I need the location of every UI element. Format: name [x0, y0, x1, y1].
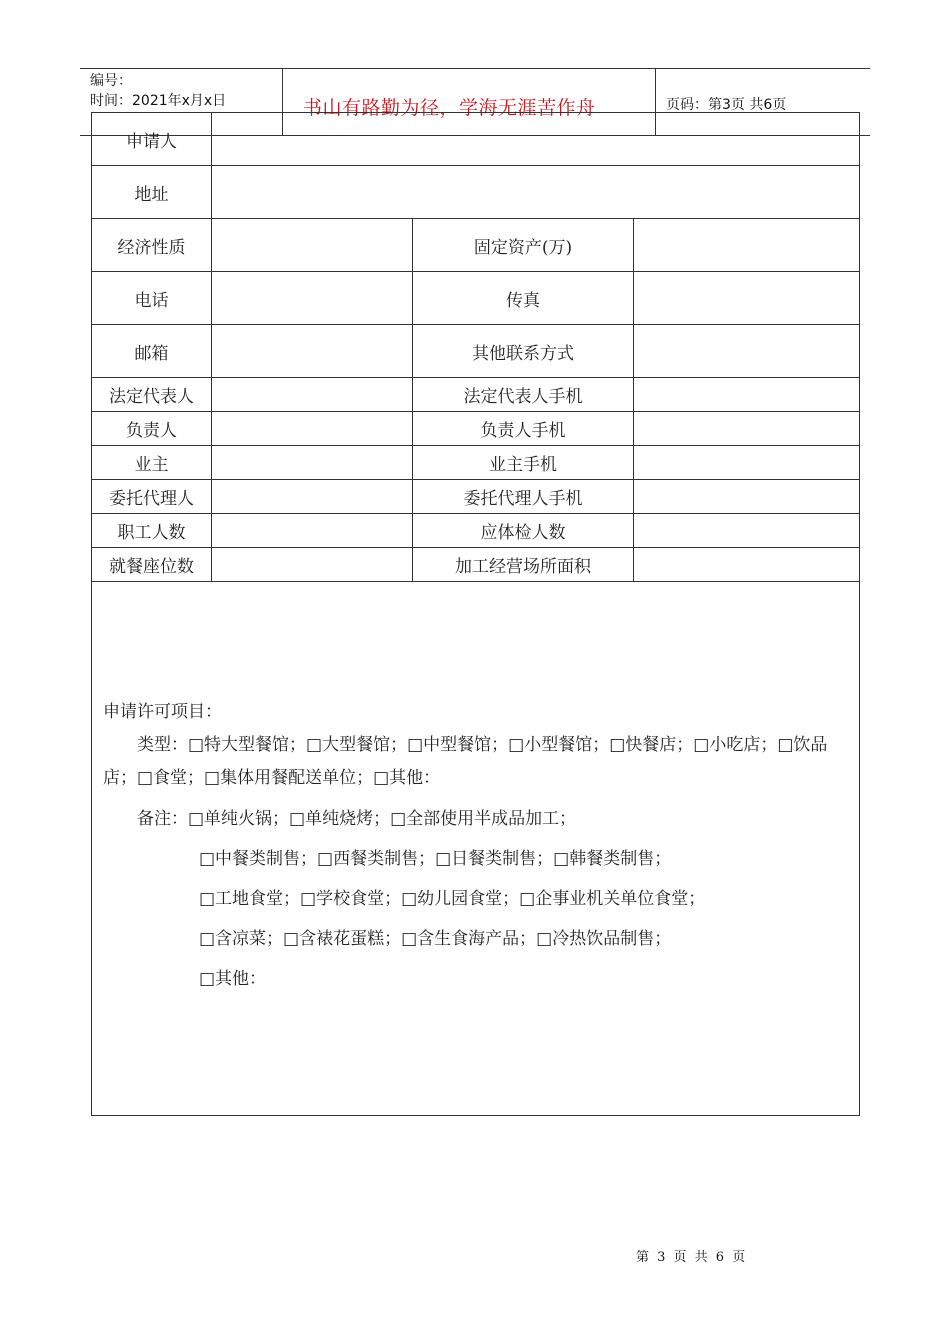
field-seat-count[interactable]: [212, 548, 413, 582]
row-phone: [92, 272, 860, 325]
row-owner: [92, 446, 860, 480]
label-email: 邮箱: [92, 325, 212, 378]
field-staff-count[interactable]: [212, 514, 413, 548]
permit-note-canteen[interactable]: □工地食堂；□学校食堂；□幼儿园食堂；□企事业机关单位食堂；: [199, 889, 706, 909]
row-person-in-charge: [92, 412, 860, 446]
field-health-check-count[interactable]: [634, 514, 860, 548]
field-agent-mobile[interactable]: [634, 480, 860, 514]
field-fax[interactable]: [634, 272, 860, 325]
field-phone[interactable]: [212, 272, 413, 325]
row-economic: [92, 219, 860, 272]
header-left: [90, 71, 226, 111]
label-applicant: 申请人: [92, 113, 212, 166]
field-other-contact[interactable]: [634, 325, 860, 378]
permit-note-other[interactable]: □其他：: [199, 969, 267, 989]
row-permit-items: [92, 582, 860, 1116]
field-agent[interactable]: [212, 480, 413, 514]
row-staff: [92, 514, 860, 548]
field-applicant[interactable]: [212, 113, 860, 166]
permit-heading: 申请许可项目：: [103, 702, 222, 722]
field-owner-mobile[interactable]: [634, 446, 860, 480]
label-person-in-charge: 负责人: [92, 412, 212, 446]
permit-note-cuisine[interactable]: □中餐类制售；□西餐类制售；□日餐类制售；□韩餐类制售；: [199, 849, 672, 869]
label-operating-area: 加工经营场所面积: [413, 548, 634, 582]
field-fixed-assets[interactable]: [634, 219, 860, 272]
field-address[interactable]: [212, 166, 860, 219]
motto-text: 书山有路勤为径，学海无涯苦作舟: [303, 97, 596, 119]
label-fax: 传真: [413, 272, 634, 325]
label-economic-nature: 经济性质: [92, 219, 212, 272]
date-line: 时间：2021年x月x日: [90, 93, 227, 109]
label-fixed-assets: 固定资产(万): [413, 219, 634, 272]
permit-types-options[interactable]: 类型：□特大型餐馆；□大型餐馆；□中型餐馆；□小型餐馆；□快餐店；□小吃店；□饮品店；□食堂；□集体用餐配送单位；□其他：: [103, 735, 828, 788]
row-seats: [92, 548, 860, 582]
permit-items-cell: [92, 582, 860, 1116]
field-economic-nature[interactable]: [212, 219, 413, 272]
field-legal-rep-mobile[interactable]: [634, 378, 860, 412]
page-footer: 第 3 页 共 6 页: [636, 1250, 746, 1265]
row-legal-rep: [92, 378, 860, 412]
field-person-in-charge-mobile[interactable]: [634, 412, 860, 446]
field-person-in-charge[interactable]: [212, 412, 413, 446]
permit-note-line[interactable]: 备注：□单纯火锅；□单纯烧烤；□全部使用半成品加工；: [137, 809, 577, 829]
row-agent: [92, 480, 860, 514]
field-legal-rep[interactable]: [212, 378, 413, 412]
label-staff-count: 职工人数: [92, 514, 212, 548]
label-owner: 业主: [92, 446, 212, 480]
label-agent: 委托代理人: [92, 480, 212, 514]
application-form-table: [91, 112, 860, 1116]
label-other-contact: 其他联系方式: [413, 325, 634, 378]
label-agent-mobile: 委托代理人手机: [413, 480, 634, 514]
row-email: [92, 325, 860, 378]
label-person-in-charge-mobile: 负责人手机: [413, 412, 634, 446]
label-health-check-count: 应体检人数: [413, 514, 634, 548]
label-address: 地址: [92, 166, 212, 219]
label-seat-count: 就餐座位数: [92, 548, 212, 582]
row-address: [92, 166, 860, 219]
field-email[interactable]: [212, 325, 413, 378]
permit-note-food-types[interactable]: □含凉菜；□含裱花蛋糕；□含生食海产品；□冷热饮品制售；: [199, 929, 672, 949]
label-owner-mobile: 业主手机: [413, 446, 634, 480]
field-owner[interactable]: [212, 446, 413, 480]
label-legal-rep: 法定代表人: [92, 378, 212, 412]
field-operating-area[interactable]: [634, 548, 860, 582]
page-info: 页码：第3页 共6页: [666, 97, 787, 113]
label-legal-rep-mobile: 法定代表人手机: [413, 378, 634, 412]
label-phone: 电话: [92, 272, 212, 325]
row-applicant: [92, 113, 860, 166]
serial-label: 编号：: [90, 73, 132, 89]
